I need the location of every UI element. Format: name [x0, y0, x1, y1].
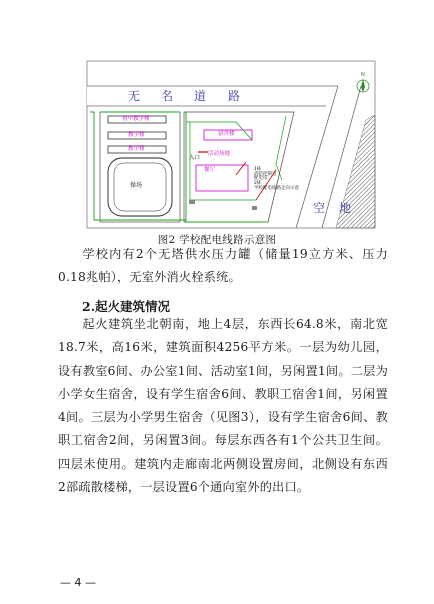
- road-char-1: 无: [128, 89, 141, 103]
- road-char-4: 路: [228, 89, 241, 103]
- legend-line-5: 学校配电线路走向示意: [254, 185, 299, 191]
- legend-line-4: 2栋: [254, 181, 262, 187]
- legend-line-1: 1栋: [254, 167, 262, 172]
- page-number: — 4 —: [60, 576, 96, 589]
- label-activity: 活动场地: [208, 151, 231, 157]
- label-teaching-mid: 教学楼: [128, 132, 145, 138]
- paragraph-building-info: 起火建筑坐北朝南，地上4层，东西长64.8米，南北宽18.7米，高16米，建筑面积4256平方米。一层为幼儿园，设有教室6间、办公室1间、活动室1间，另闲置1间。二层为小学女生宿舍，设有学生宿舍6间、教职工宿舍1间，另闲置4间。三层为小学男生宿舍（见图3），设有学生宿舍6间、教职工宿舍2间，另闲置3间。每层东西各有1个公共卫生间。四层未使用。建筑内走廊南北两侧设置房间，北侧设有东西2部疏散楼梯，一层设置6个通向室外的出口。: [58, 317, 388, 495]
- section-heading: 2.起火建筑情况: [82, 299, 171, 314]
- road-char-3: 道: [194, 89, 207, 103]
- transformer-icon: [189, 200, 195, 204]
- label-canteen: 餐厅: [204, 167, 216, 173]
- label-entrance: 入口: [189, 155, 201, 161]
- diagram-legend: [254, 168, 299, 192]
- legend-line-3: 配电房: [254, 176, 268, 182]
- meter-icon: [252, 206, 257, 210]
- legend-line-2: 消防控制室: [254, 171, 277, 177]
- paragraph-water-supply: 学校内有2个无塔供水压力罐（储量19立方米、压力0.18兆帕），无室外消火栓系统。: [58, 247, 388, 285]
- road-char-2: 名: [161, 89, 174, 103]
- east-road-char-2: 地: [339, 201, 352, 215]
- label-teaching-top: 初中教学楼: [122, 116, 150, 122]
- north-road: [87, 86, 337, 106]
- campus-power-line-diagram: [86, 60, 376, 230]
- label-dorm: 宿舍楼: [218, 131, 235, 137]
- east-road-char-1: 空: [313, 201, 326, 215]
- label-sports-field: 操场: [130, 182, 143, 189]
- compass-north-label: N: [361, 72, 365, 78]
- figure-caption: 图2 学校配电线路示意图: [157, 234, 277, 246]
- diagram-canvas: [86, 60, 376, 230]
- label-teaching-low: 教学楼: [128, 146, 145, 152]
